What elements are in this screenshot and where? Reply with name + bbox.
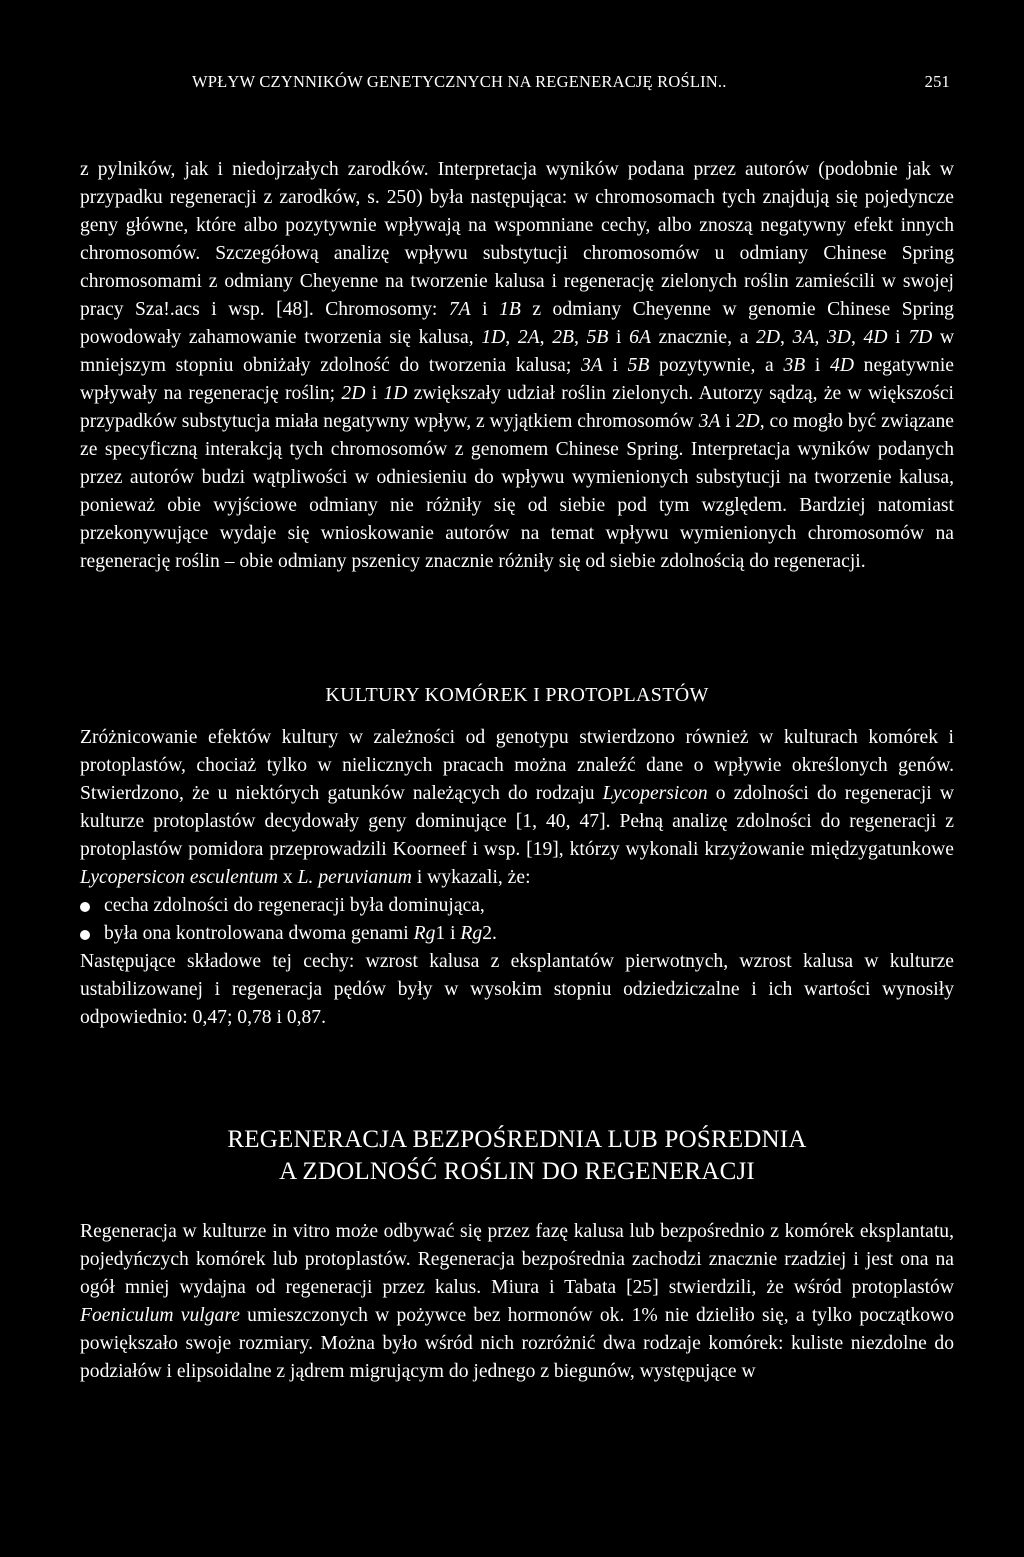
bullet-text: cecha zdolności do regeneracji była dominująca, [104, 895, 485, 916]
heading-line: REGENERACJA BEZPOŚREDNIA LUB POŚREDNIA [227, 1126, 807, 1153]
bullet-list [80, 892, 954, 948]
bullet-item [80, 920, 954, 948]
section-cell-cultures [80, 724, 954, 1032]
bullet-icon [80, 930, 90, 940]
body-paragraph: Zróżnicowanie efektów kultury w zależności od genotypu stwierdzono również w kulturach komórek i protoplastów, chociaż tylko w nielicznych pracach można znaleźć dane o wpływie określonych genów. Stwierdzono, że u niektórych gatunków należących do rodzaju Lycopersicon o zdolności do regeneracji w kulturze protoplastów decydowały geny dominujące [1, 40, 47]. Pełną analizę zdolności do regeneracji z protoplastów pomidora przeprowadzili Koorneef i wsp. [19], którzy wykonali krzyżowanie międzygatunkowe Lycopersicon esculentum x L. peruvianum i wykazali, że: [80, 727, 954, 888]
bullet-text: była ona kontrolowana dwoma genami Rg1 i Rg2. [104, 923, 497, 944]
body-paragraph: Następujące składowe tej cechy: wzrost kalusa z eksplantatów pierwotnych, wzrost kalusa w kulturze ustabilizowanej i regeneracja pędów były w wysokim stopniu odziedziczalne i ich wartości wynosiły odpowiednio: 0,47; 0,78 i 0,87. [80, 951, 954, 1028]
section-heading-regeneration [80, 1124, 954, 1188]
bullet-item [80, 892, 954, 920]
section-continuation [80, 156, 954, 576]
running-head [192, 72, 956, 102]
running-head-title: WPŁYW CZYNNIKÓW GENETYCZNYCH NA REGENERACJĘ ROŚLIN.. [192, 72, 727, 91]
heading-line: A ZDOLNOŚĆ ROŚLIN DO REGENERACJI [279, 1158, 755, 1185]
page-number: 251 [924, 72, 950, 91]
section-heading-cell-cultures: KULTURY KOMÓREK I PROTOPLASTÓW [325, 684, 709, 706]
body-paragraph: Regeneracja w kulturze in vitro może odbywać się przez fazę kalusa lub bezpośrednio z komórek eksplantatu, pojedyńczych komórek lub protoplastów. Regeneracja bezpośrednia zachodzi znacznie rzadziej i jest ona na ogół mniej wydajna od regeneracji przez kalus. Miura i Tabata [25] stwierdzili, że wśród protoplastów Foeniculum vulgare umieszczonych w pożywce bez hormonów ok. 1% nie dzieliło się, a tylko początkowo powiększało swoje rozmiary. Można było wśród nich rozróżnić dwa rodzaje komórek: kuliste niezdolne do podziałów i elipsoidalne z jądrem migrującym do jednego z biegunów, występujące w [80, 1221, 954, 1382]
bullet-icon [80, 902, 90, 912]
body-paragraph: z pylników, jak i niedojrzałych zarodków. Interpretacja wyników podana przez autorów (podobnie jak w przypadku regeneracji z zarodków, s. 250) była następująca: w chromosomach tych znajdują się pojedyncze geny główne, które albo pozytywnie wpływają na wspomniane cechy, albo znoszą negatywny efekt innych chromosomów. Szczegółową analizę wpływu substytucji chromosomów u odmiany Chinese Spring chromosomami z odmiany Cheyenne na tworzenie kalusa i regenerację zielonych roślin zamieścili w swojej pracy Sza!.acs i wsp. [48]. Chromosomy: 7A i 1B z odmiany Cheyenne w genomie Chinese Spring powodowały zahamowanie tworzenia się kalusa, 1D, 2A, 2B, 5B i 6A znacznie, a 2D, 3A, 3D, 4D i 7D w mniejszym stopniu obniżały zdolność do tworzenia kalusa; 3A i 5B pozytywnie, a 3B i 4D negatywnie wpływały na regenerację roślin; 2D i 1D zwiększały udział roślin zielonych. Autorzy sądzą, że w większości przypadków substytucja miała negatywny wpływ, z wyjątkiem chromosomów 3A i 2D, co mogło być związane ze specyficzną interakcją tych chromosomów z genomem Chinese Spring. Interpretacja wyników podanych przez autorów budzi wątpliwości w odniesieniu do wpływu wymienionych substytucji na tworzenie kalusa, ponieważ obie wyjściowe odmiany nie różniły się od siebie pod tym względem. Bardziej natomiast przekonywujące wydaje się wnioskowanie autorów na temat wpływu wymienionych chromosomów na regenerację roślin – obie odmiany pszenicy znacznie różniły się od siebie zdolnością do regeneracji. [80, 159, 955, 572]
section-regeneration [80, 1218, 954, 1386]
